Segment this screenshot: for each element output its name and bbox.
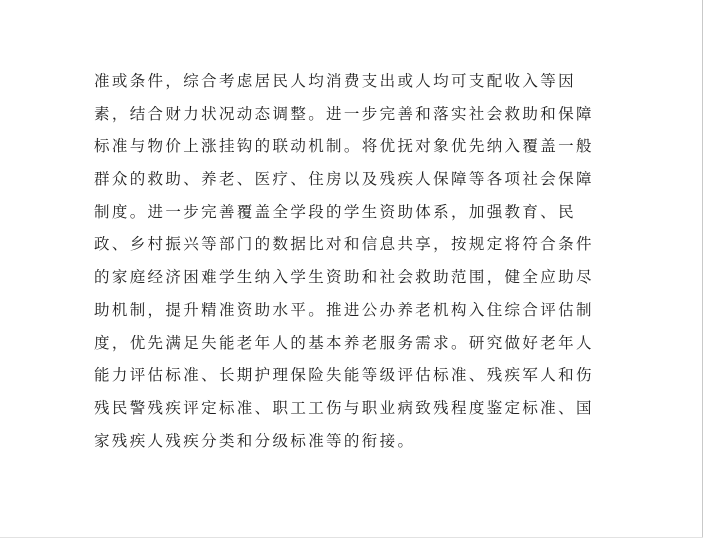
text-line-2: 素，结合财力状况动态调整。进一步完善和落实社会救助和保障: [94, 104, 594, 123]
document-paragraph: [94, 70, 614, 462]
text-line-9: 度，优先满足失能老年人的基本养老服务需求。研究做好老年人: [94, 333, 594, 352]
text-line-5: 制度。进一步完善覆盖全学段的学生资助体系，加强教育、民: [94, 202, 576, 221]
text-line-12: 家残疾人残疾分类和分级标准等的衔接。: [94, 431, 416, 450]
text-line-7: 的家庭经济困难学生纳入学生资助和社会救助范围，健全应助尽: [94, 268, 594, 287]
text-line-11: 残民警残疾评定标准、职工工伤与职业病致残程度鉴定标准、国: [94, 398, 594, 417]
text-line-10: 能力评估标准、长期护理保险失能等级评估标准、残疾军人和伤: [94, 366, 594, 385]
text-line-8: 助机制，提升精准资助水平。推进公办养老机构入住综合评估制: [94, 300, 594, 319]
text-line-6: 政、乡村振兴等部门的数据比对和信息共享，按规定将符合条件: [94, 235, 594, 254]
text-line-4: 群众的救助、养老、医疗、住房以及残疾人保障等各项社会保障: [94, 170, 594, 189]
text-line-3: 标准与物价上涨挂钩的联动机制。将优抚对象优先纳入覆盖一般: [94, 137, 594, 156]
text-line-1: 准或条件，综合考虑居民人均消费支出或人均可支配收入等因: [94, 72, 576, 90]
